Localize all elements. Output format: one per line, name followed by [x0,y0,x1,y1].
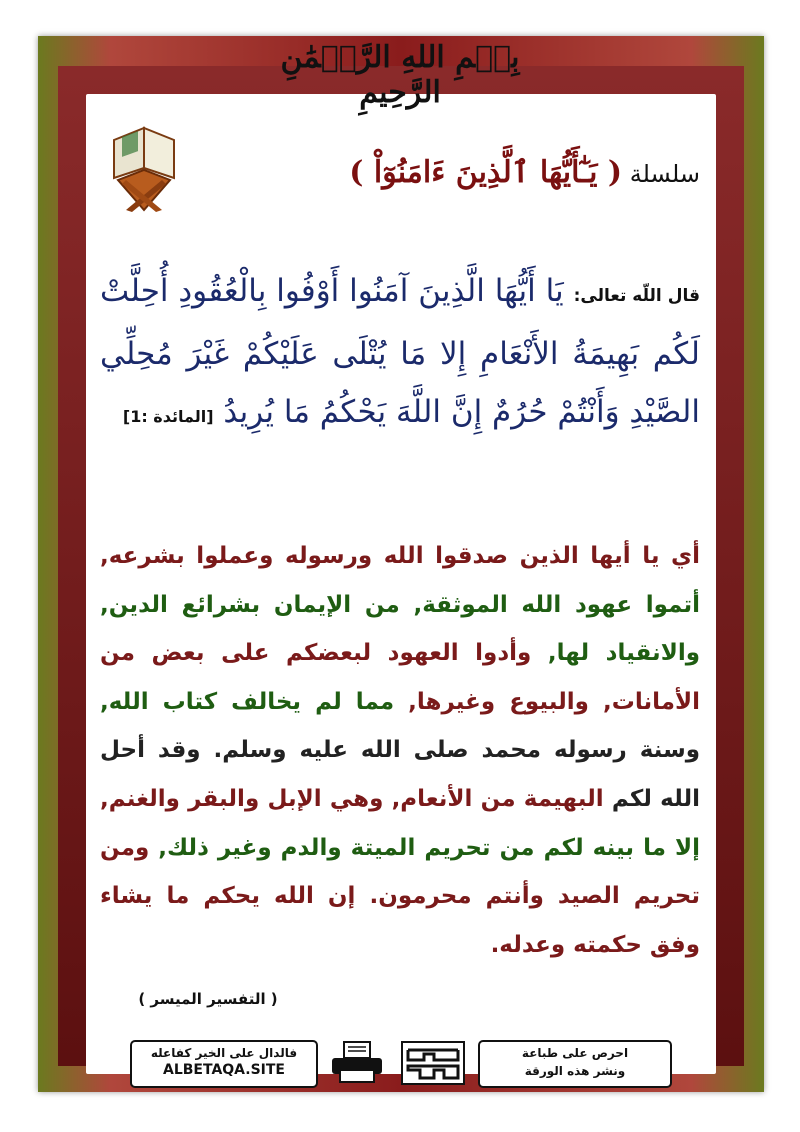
tafsir-part: مما لم يخالف كتاب الله, [100,688,395,715]
series-prefix: سلسلة [629,160,700,188]
tafsir-part: ومن تحريم الصيد وأنتم محرمون. إن الله يحكم ما يشاء وفق حكمته وعدله. [100,834,700,958]
tafsir-part: وأدوا العهود لبعضكم على بعض من الأمانات, والبيوع وغيرها, [100,640,700,715]
footer-bar [130,1040,670,1086]
tafsir-part: إلا ما بينه لكم من تحريم الميتة والدم وغير ذلك, [158,834,700,861]
tafsir-source: ( التفسير الميسر ) [138,990,278,1008]
printer-icon [328,1040,386,1084]
basmala-calligraphy: بِسۡمِ اللهِ الرَّحۡمَٰنِ الرَّحِيمِ [280,40,520,110]
tafsir-part: أتموا عهود الله الموثقة, من الإيمان بشرائع الدين, والانقياد لها, [100,591,700,667]
dawa-logo [400,1040,466,1086]
tafsir-text [100,532,700,969]
footer-print-line2: ونشر هذه الورقة [524,1064,626,1078]
footer-print-box [478,1040,672,1088]
quran-verse [100,262,700,446]
series-title [180,155,700,215]
tafsir-part: وسنة رسوله محمد صلى الله عليه وسلم. وقد أحل الله لكم [100,737,700,812]
verse-reference: [المائدة :1] [122,407,214,426]
quran-stand-icon [108,120,180,212]
footer-website-box [130,1040,318,1088]
footer-print-line1: احرص على طباعة [521,1046,629,1060]
tafsir-part: البهيمة من الأنعام, وهي الإبل والبقر والغنم, [100,785,604,812]
footer-website[interactable]: ALBETAQA.SITE [162,1062,285,1078]
verse-intro: قال اللّه تعالى: [573,286,700,306]
footer-proverb: فالدال على الخير كفاعله [150,1046,298,1060]
tafsir-part: أي يا أيها الذين صدقوا الله ورسوله وعملوا بشرعه, [100,543,700,569]
verse-text: يَا أَيُّهَا الَّذِينَ آمَنُوا أَوْفُوا بِالْعُقُودِ أُحِلَّتْ لَكُم بَهِيمَةُ الأَنْعَامِ إِلا مَا يُتْلَى عَلَيْكُمْ غَيْرَ مُحِلِّي الصَّيْدِ وَأَنْتُمْ حُرُمٌ إِنَّ اللَّهَ يَحْكُمُ مَا يُرِيدُ [100,273,700,430]
series-ayat-title: ( يَـٰٓأَيُّهَا ٱلَّذِينَ ءَامَنُوٓاْ ) [349,155,623,190]
